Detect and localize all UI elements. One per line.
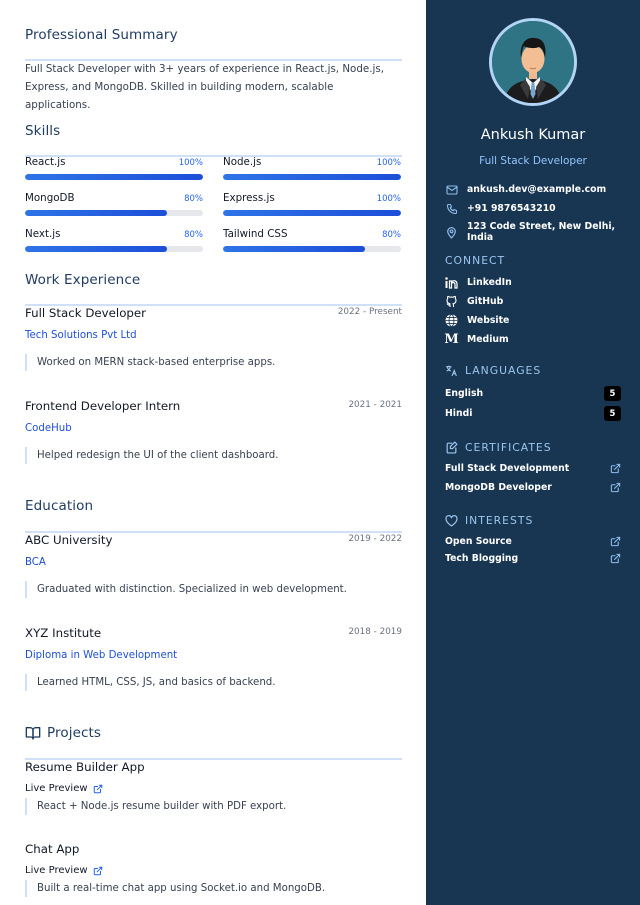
section-title-skills: Skills bbox=[25, 123, 61, 139]
mail-icon bbox=[445, 183, 458, 196]
skill-bar-track bbox=[223, 210, 401, 216]
interests-title: INTERESTS bbox=[465, 514, 534, 527]
skill-percent: 100% bbox=[376, 194, 401, 204]
education-dates: 2018 - 2019 bbox=[348, 627, 402, 637]
skill-percent: 80% bbox=[184, 194, 203, 204]
skill-bar-fill bbox=[223, 210, 401, 216]
live-preview-link[interactable] bbox=[25, 783, 402, 794]
skills-grid bbox=[25, 156, 402, 252]
skill-name: Express.js bbox=[223, 192, 275, 204]
skill-name: Node.js bbox=[223, 156, 262, 168]
skill-item bbox=[25, 156, 203, 180]
projects-title-text: Projects bbox=[47, 725, 102, 741]
external-link-icon[interactable] bbox=[610, 553, 621, 564]
skill-name: React.js bbox=[25, 156, 66, 168]
language-level-badge: 5 bbox=[604, 406, 621, 421]
certificate-name: Full Stack Development bbox=[445, 463, 570, 474]
address-text: 123 Code Street, New Delhi, India bbox=[467, 221, 616, 243]
interest-name: Open Source bbox=[445, 536, 512, 547]
sidebar-heading-languages bbox=[445, 364, 541, 377]
live-preview-label: Live Preview bbox=[25, 783, 88, 794]
interest-name: Tech Blogging bbox=[445, 553, 519, 564]
company-name: Tech Solutions Pvt Ltd bbox=[25, 330, 137, 341]
job-description: Worked on MERN stack-based enterprise apps. bbox=[25, 354, 402, 371]
skill-percent: 80% bbox=[184, 230, 203, 240]
book-open-icon bbox=[25, 726, 41, 740]
degree-name: BCA bbox=[25, 557, 46, 568]
connect-link-medium[interactable] bbox=[445, 333, 509, 346]
section-title-experience: Work Experience bbox=[25, 272, 141, 288]
skill-item bbox=[25, 228, 203, 252]
skill-bar-fill bbox=[223, 174, 401, 180]
project-entry bbox=[25, 842, 402, 897]
map-pin-icon bbox=[445, 226, 458, 239]
skill-item bbox=[223, 156, 401, 180]
project-name: Chat App bbox=[25, 842, 80, 856]
company-name: CodeHub bbox=[25, 423, 72, 434]
translate-icon bbox=[445, 364, 458, 377]
project-description: Built a real-time chat app using Socket.io and MongoDB. bbox=[25, 880, 402, 897]
language-item bbox=[445, 386, 621, 401]
skill-percent: 80% bbox=[382, 230, 401, 240]
skill-percent: 100% bbox=[376, 158, 401, 168]
skill-item bbox=[25, 192, 203, 216]
job-dates: 2022 - Present bbox=[337, 307, 402, 317]
certificate-item[interactable] bbox=[445, 482, 621, 493]
contact-phone[interactable] bbox=[445, 202, 625, 215]
external-link-icon[interactable] bbox=[610, 536, 621, 547]
medium-icon: M bbox=[444, 332, 459, 347]
website-label: Website bbox=[467, 315, 510, 326]
profile-role: Full Stack Developer bbox=[479, 155, 587, 167]
experience-entry bbox=[25, 399, 402, 464]
external-link-icon[interactable] bbox=[610, 463, 621, 474]
project-description: React + Node.js resume builder with PDF export. bbox=[25, 798, 402, 815]
github-label: GitHub bbox=[467, 296, 504, 307]
external-link-icon bbox=[93, 866, 103, 876]
project-entry bbox=[25, 760, 402, 815]
skill-bar-fill bbox=[25, 246, 167, 252]
linkedin-icon bbox=[445, 276, 458, 289]
sidebar-heading-certificates bbox=[445, 441, 552, 454]
certificates-title: CERTIFICATES bbox=[465, 441, 552, 454]
contact-address bbox=[445, 221, 625, 243]
skill-bar-track bbox=[25, 210, 203, 216]
education-dates: 2019 - 2022 bbox=[348, 534, 402, 544]
summary-text: Full Stack Developer with 3+ years of experience in React.js, Node.js, Express, and MongoDB. Skilled in building modern, scalable applications. bbox=[25, 63, 384, 111]
connect-link-github[interactable] bbox=[445, 295, 503, 308]
skill-bar-track bbox=[25, 246, 203, 252]
certificate-name: MongoDB Developer bbox=[445, 482, 552, 493]
school-name: XYZ Institute bbox=[25, 626, 102, 640]
certificate-icon bbox=[445, 441, 458, 454]
skill-name: Next.js bbox=[25, 228, 61, 240]
interest-item[interactable] bbox=[445, 536, 621, 547]
certificate-item[interactable] bbox=[445, 463, 621, 474]
resume-sidebar bbox=[426, 0, 640, 905]
job-description: Helped redesign the UI of the client dashboard. bbox=[25, 447, 402, 464]
project-name: Resume Builder App bbox=[25, 760, 145, 774]
sidebar-heading-connect bbox=[445, 254, 505, 267]
profile-name: Ankush Kumar bbox=[480, 127, 586, 143]
phone-icon bbox=[445, 202, 458, 215]
job-title: Frontend Developer Intern bbox=[25, 399, 181, 413]
avatar bbox=[489, 18, 577, 106]
skill-name: Tailwind CSS bbox=[223, 228, 288, 240]
connect-link-linkedin[interactable] bbox=[445, 276, 512, 289]
section-title-projects bbox=[25, 725, 101, 741]
skill-bar-track bbox=[25, 174, 203, 180]
skill-bar-fill bbox=[223, 246, 365, 252]
skill-name: MongoDB bbox=[25, 192, 75, 204]
medium-label: Medium bbox=[467, 334, 509, 345]
linkedin-label: LinkedIn bbox=[467, 277, 512, 288]
education-entry bbox=[25, 533, 402, 598]
job-title: Full Stack Developer bbox=[25, 306, 147, 320]
education-entry bbox=[25, 626, 402, 691]
contact-email[interactable] bbox=[445, 183, 625, 196]
skill-bar-track bbox=[223, 246, 401, 252]
section-title-education: Education bbox=[25, 498, 94, 514]
school-name: ABC University bbox=[25, 533, 113, 547]
phone-text: +91 9876543210 bbox=[467, 203, 556, 214]
connect-link-website[interactable] bbox=[445, 314, 509, 327]
external-link-icon bbox=[93, 784, 103, 794]
section-title-summary: Professional Summary bbox=[25, 27, 178, 43]
interest-item[interactable] bbox=[445, 553, 621, 564]
language-name: Hindi bbox=[445, 408, 473, 419]
language-level-badge: 5 bbox=[604, 386, 621, 401]
degree-name: Diploma in Web Development bbox=[25, 650, 178, 661]
email-text: ankush.dev@example.com bbox=[467, 184, 607, 195]
language-item bbox=[445, 406, 621, 421]
skill-bar-fill bbox=[25, 210, 167, 216]
education-description: Learned HTML, CSS, JS, and basics of backend. bbox=[25, 674, 402, 691]
job-dates: 2021 - 2021 bbox=[348, 400, 402, 410]
sidebar-heading-interests bbox=[445, 514, 533, 527]
live-preview-label: Live Preview bbox=[25, 865, 88, 876]
education-description: Graduated with distinction. Specialized in web development. bbox=[25, 581, 402, 598]
experience-entry bbox=[25, 306, 402, 371]
globe-icon bbox=[445, 314, 458, 327]
heart-icon bbox=[445, 514, 458, 527]
skill-item bbox=[223, 192, 401, 216]
languages-title: LANGUAGES bbox=[465, 364, 542, 377]
skill-percent: 100% bbox=[178, 158, 203, 168]
skill-bar-track bbox=[223, 174, 401, 180]
skill-bar-fill bbox=[25, 174, 203, 180]
github-icon bbox=[445, 295, 458, 308]
connect-title: CONNECT bbox=[445, 254, 506, 267]
skill-item bbox=[223, 228, 401, 252]
external-link-icon[interactable] bbox=[610, 482, 621, 493]
language-name: English bbox=[445, 388, 484, 399]
live-preview-link[interactable] bbox=[25, 865, 402, 876]
